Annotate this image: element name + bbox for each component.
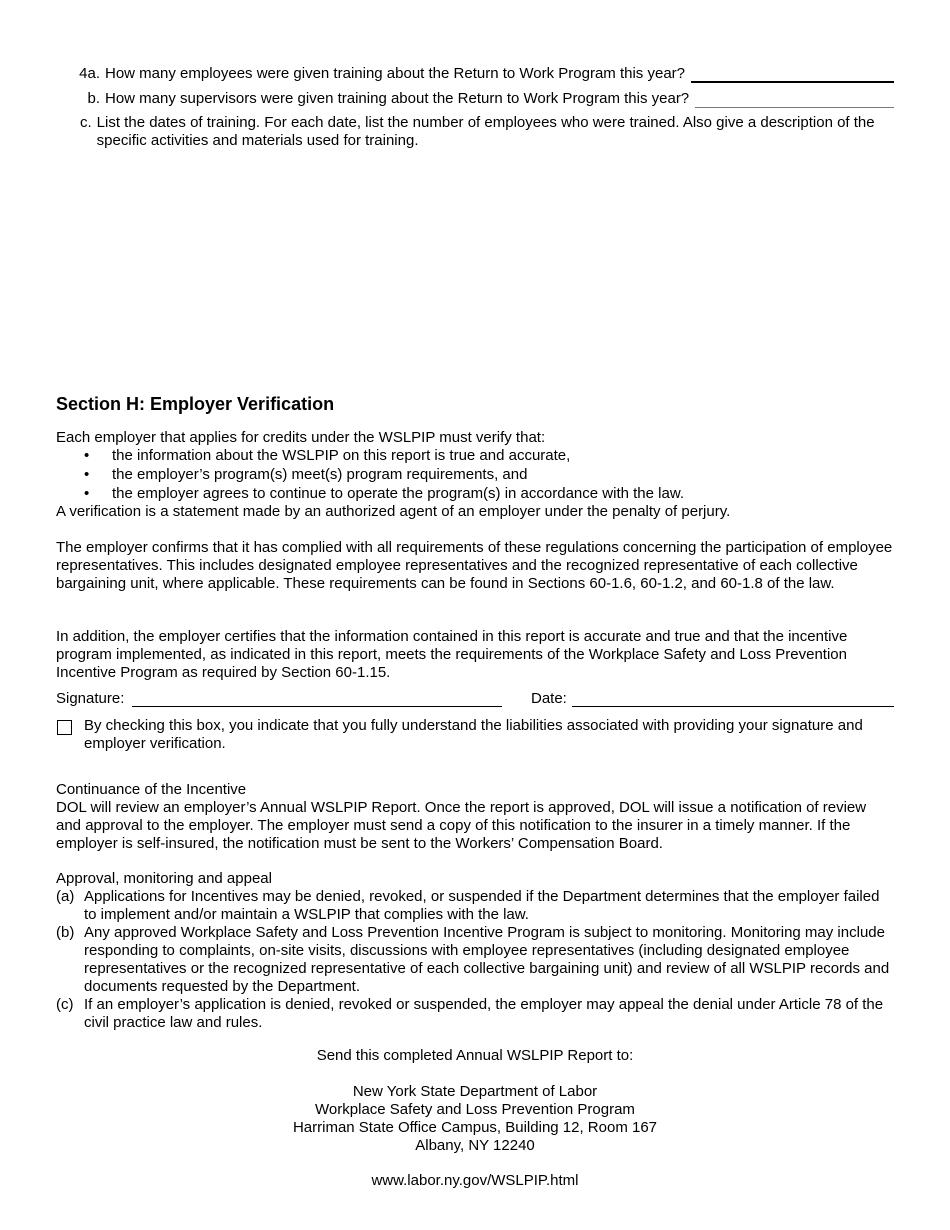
item-text: If an employer’s application is denied, revoked or suspended, the employer may appeal the denial under Article 78 of the civil practice law and rules. — [84, 996, 884, 1031]
continuance-heading: Continuance of the Incentive — [56, 781, 247, 798]
verification-definition: A verification is a statement made by an authorized agent of an employer under the penalty of perjury. — [56, 503, 731, 520]
address-line: Albany, NY 12240 — [415, 1137, 535, 1154]
question-text: How many employees were given training about the Return to Work Program this year? — [105, 65, 685, 82]
verification-intro: Each employer that applies for credits under the WSLPIP must verify that: — [56, 429, 546, 446]
continuance-text: DOL will review an employer’s Annual WSLPIP Report. Once the report is approved, DOL will issue a notification of review and approval to the employer. The employer must send a copy of this notification to the insurer in a timely manner. If the employer is self-insured, the notification must be sent to the Workers’ Compensation Board. — [56, 799, 867, 852]
date-field[interactable] — [572, 706, 894, 707]
website-link[interactable]: www.labor.ny.gov/WSLPIP.html — [371, 1172, 579, 1189]
address-line: New York State Department of Labor — [352, 1083, 598, 1100]
item-text: Any approved Workplace Safety and Loss Prevention Incentive Program is subject to monitoring. Monitoring may include responding to complaints, on-site visits, discussions with employee representatives (including designated employee representatives or the recognized representative of each collective bargaining unit) and review of all WSLPIP records and documents requested by the Department. — [84, 924, 890, 995]
list-item — [56, 996, 894, 1032]
question-4b — [70, 90, 894, 108]
item-marker: (c) — [56, 996, 74, 1013]
question-4a — [70, 65, 894, 83]
item-marker: (b) — [56, 924, 75, 941]
send-to-intro: Send this completed Annual WSLPIP Report to: — [316, 1047, 634, 1064]
list-item: • the information about the WSLPIP on this report is true and accurate, — [112, 446, 684, 465]
item-text: Applications for Incentives may be denied, revoked, or suspended if the Department determines that the employer failed to implement and/or maintain a WSLPIP that complies with the law. — [84, 888, 880, 923]
date-label: Date: — [531, 690, 567, 707]
question-number: b. — [87, 90, 100, 107]
list-item — [56, 924, 894, 996]
supervisors-trained-field[interactable] — [695, 92, 894, 108]
question-number: c. — [80, 114, 92, 131]
approval-list — [56, 888, 894, 1032]
address-line: Harriman State Office Campus, Building 12, Room 167 — [292, 1119, 658, 1136]
checkbox-label: By checking this box, you indicate that you fully understand the liabilities associated with providing your signature and employer verification. — [84, 717, 863, 752]
certify-paragraph: In addition, the employer certifies that the information contained in this report is accurate and true and that the incentive program implemented, as indicated in this report, meets the requirements of the Workplace Safety and Loss Prevention Incentive Program as required by Section 60-1.15. — [56, 628, 848, 681]
mailing-address — [56, 1083, 894, 1155]
approval-heading: Approval, monitoring and appeal — [56, 870, 272, 887]
question-text: List the dates of training. For each date, list the number of employees who were trained. Also give a description of the specific activities and materials used for training. — [96, 114, 875, 149]
address-line: Workplace Safety and Loss Prevention Program — [315, 1101, 635, 1118]
question-number: 4a. — [79, 65, 100, 82]
verification-checkbox-row — [56, 717, 894, 753]
list-item: • the employer agrees to continue to operate the program(s) in accordance with the law. — [112, 484, 684, 503]
confirm-paragraph: The employer confirms that it has complied with all requirements of these regulations concerning the participation of employee representatives. This includes designated employee representatives and the recognized representative of each collective bargaining unit, where applicable. These requirements can be found in Sections 60-1.6, 60-1.2, and 60-1.8 of the law. — [56, 539, 893, 592]
signature-label: Signature: — [56, 690, 125, 707]
verification-bullets — [56, 446, 684, 503]
list-item — [56, 888, 894, 924]
signature-row — [56, 690, 894, 710]
list-item: • the employer’s program(s) meet(s) program requirements, and — [112, 465, 684, 484]
question-4c — [70, 114, 894, 150]
section-title: Section H: Employer Verification — [56, 394, 335, 414]
verification-checkbox[interactable] — [57, 720, 72, 735]
question-text: How many supervisors were given training about the Return to Work Program this year? — [105, 90, 690, 107]
item-marker: (a) — [56, 888, 75, 905]
signature-field[interactable] — [132, 706, 502, 707]
employees-trained-field[interactable] — [691, 66, 894, 83]
